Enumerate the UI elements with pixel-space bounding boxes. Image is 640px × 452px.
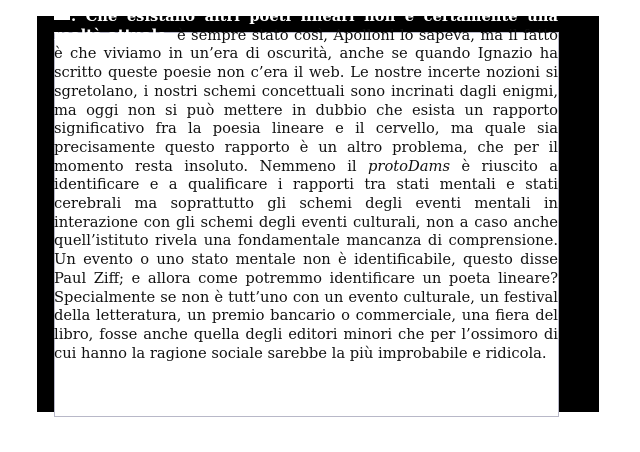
paragraph-part-1: è sempre stato così, Apolloni lo sapeva, ma il fatto è che viviamo in un’era di oscurità, anche se quando Ignazio ha scritto queste poesie non c’era il web. Le nostre incerte nozioni si sgretolano, i nostri schemi concettuali sono incrinati dagli enigmi, ma oggi non si può mettere in dubbio che esista un rapporto significativo fra la poesia lineare e il cervello, ma quale sia precisamente questo rapporto è un altro problema, che per il momento resta insoluto. Nemmeno il — [54, 26, 559, 175]
body-paragraph — [54, 8, 558, 363]
paragraph-part-2: è riuscito a identificare e a qualificare i rapporti tra stati mentali e stati cerebrali ma soprattutto gli schemi degli eventi mentali in interazione con gli schemi degli eventi culturali, non a caso anche quell’istituto rivela una fondamentale mancanza di comprensione. Un evento o uno stato mentale non è identificabile, questo disse Paul Ziff; e allora come potremmo identificare un poeta lineare? Specialmente se non è tutt’uno con un evento culturale, un festival della letteratura, un premio bancario o commerciale, una fiera del libro, fosse anche quella degli editori minori che per l’ossimoro di cui hanno la ragione sociale sarebbe la più improbabile e ridicola. — [54, 157, 558, 362]
first-line-text: . Che esistano altri poeti lineari non è certamente una realtà attuale, — [54, 8, 558, 44]
italic-name: protoDams — [368, 157, 451, 175]
dash-mark — [54, 15, 70, 20]
